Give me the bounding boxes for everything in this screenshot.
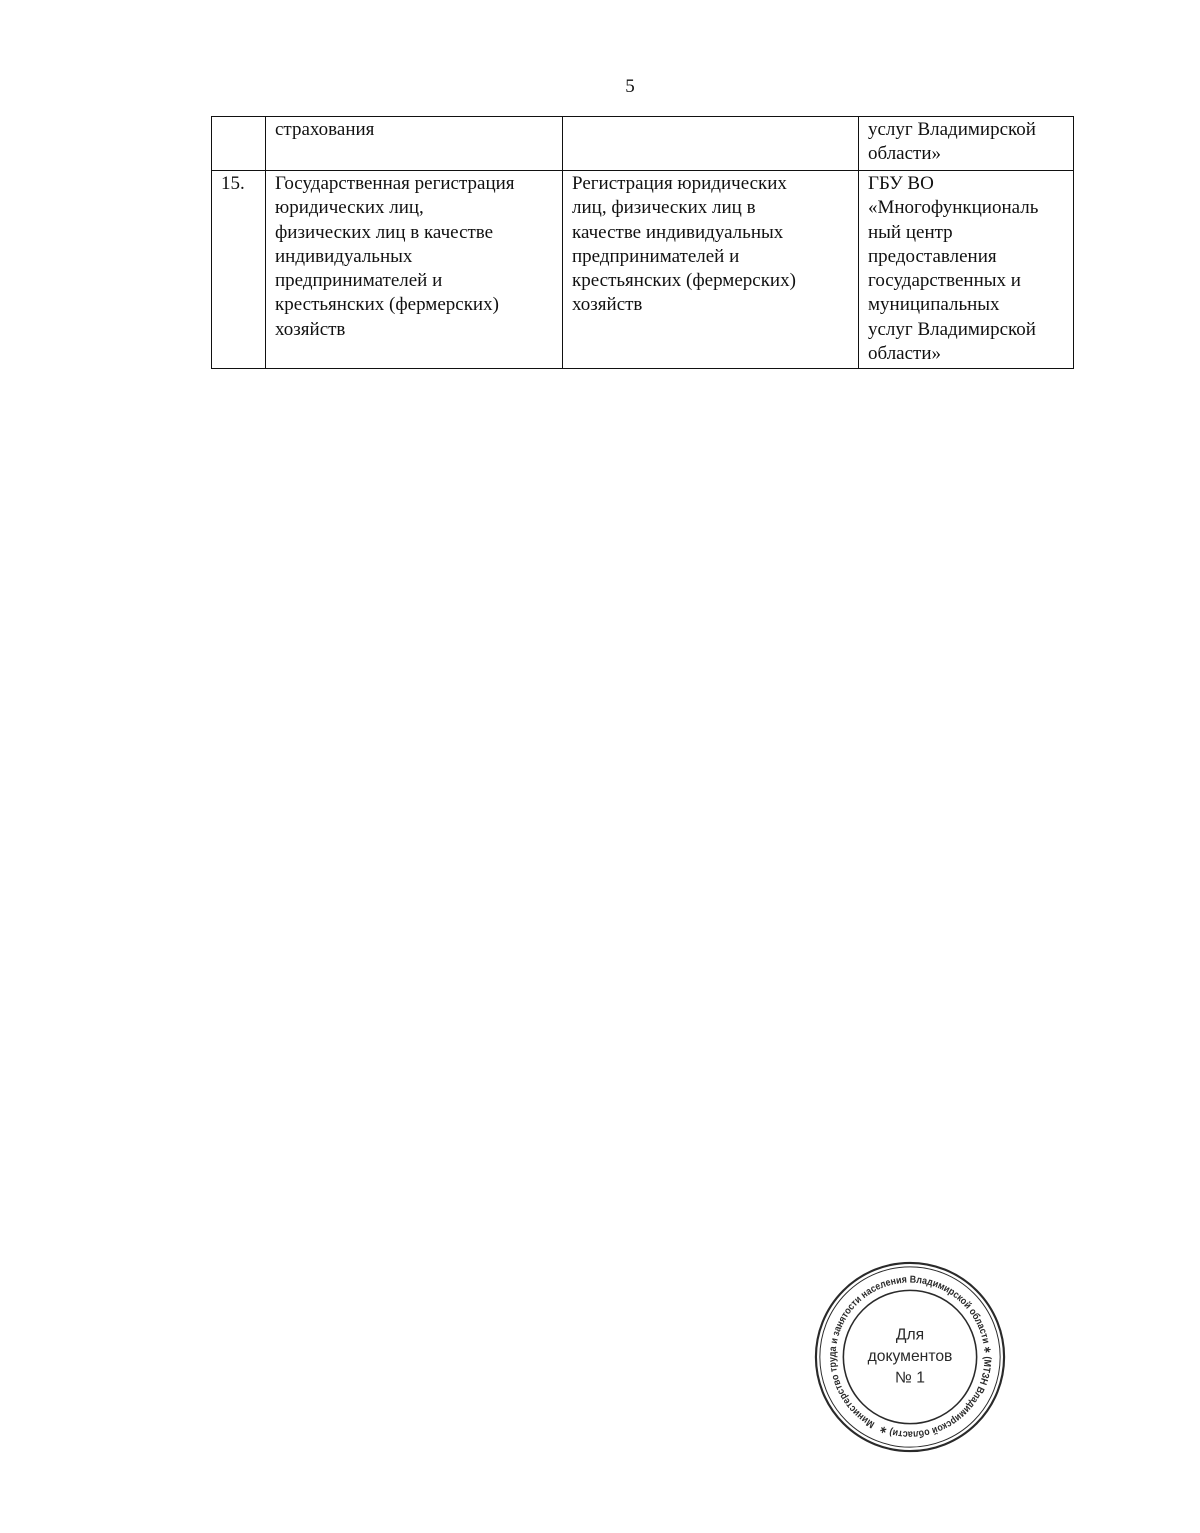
row-number	[212, 117, 266, 171]
stamp-line-2: документов	[867, 1347, 953, 1365]
stamp-ring-text: Министерство труда и занятости населения Владимирской области ∗ (МТЗН Владимирской области) ∗	[827, 1274, 993, 1440]
service-name: страхования	[266, 117, 563, 171]
service-description	[563, 117, 859, 171]
service-organization: услуг Владимирской области»	[859, 117, 1074, 171]
stamp-line-1: Для	[895, 1326, 925, 1344]
official-stamp-icon	[812, 1259, 1008, 1455]
services-table	[211, 116, 1074, 369]
service-description: Регистрация юридических лиц, физических лиц в качестве индивидуальных предпринимателей и крестьянских (фермерских) хозяйств	[563, 171, 859, 369]
service-organization: ГБУ ВО «Многофункциональ ный центр предоставления государственных и муниципальных услуг Владимирской области»	[859, 171, 1074, 369]
stamp-line-3: № 1	[895, 1369, 925, 1387]
service-name: Государственная регистрация юридических лиц, физических лиц в качестве индивидуальных предпринимателей и крестьянских (фермерских) хозяйств	[266, 171, 563, 369]
page-number: 5	[625, 76, 635, 97]
table-row	[212, 171, 1074, 369]
table-row	[212, 117, 1074, 171]
row-number: 15.	[212, 171, 266, 369]
